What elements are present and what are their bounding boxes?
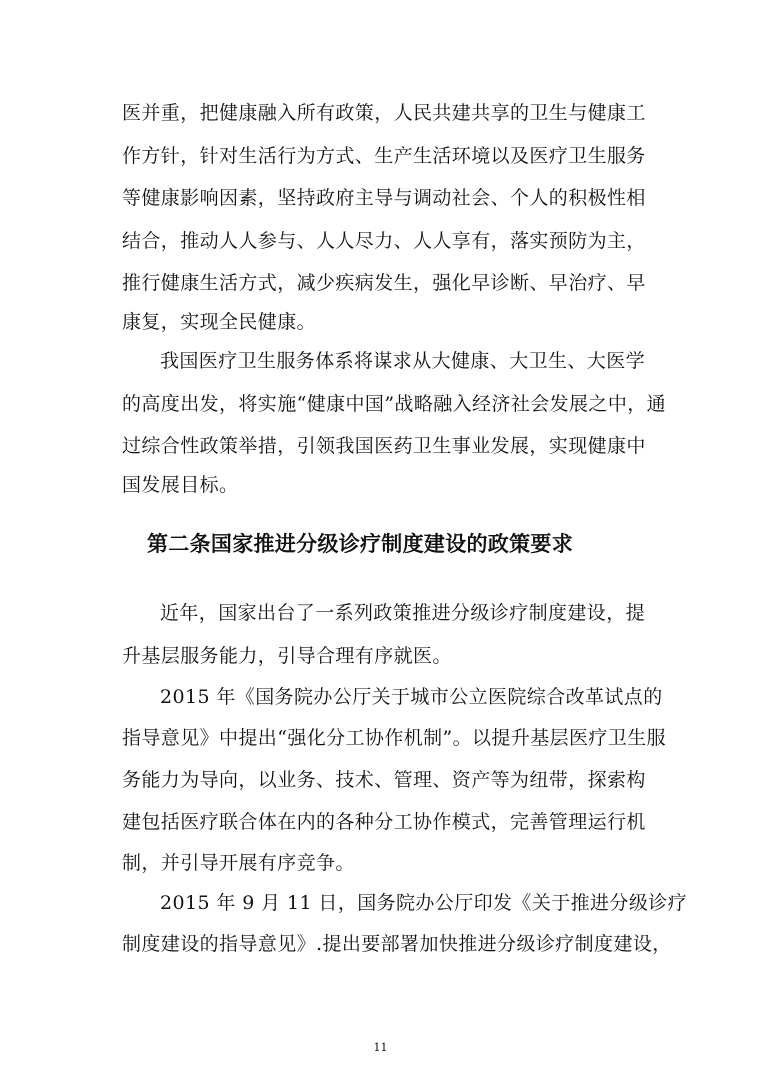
text-line: 务能力为导向，以业务、技术、管理、资产等为纽带，探索构 — [122, 769, 646, 791]
text-line: 升基层服务能力，引导合理有序就医。 — [122, 645, 452, 667]
text-line: 医并重，把健康融入所有政策，人民共建共享的卫生与健康工 — [122, 102, 646, 124]
text-line: 国发展目标。 — [122, 474, 239, 496]
text-line: 制，并引导开展有序竞争。 — [122, 852, 355, 874]
text-line: 结合，推动人人参与、人人尽力、人人享有，落实预防为主， — [122, 230, 646, 252]
text-line: 建包括医疗联合体在内的各种分工协作模式，完善管理运行机 — [122, 811, 646, 833]
text-line: 近年，国家出台了一系列政策推进分级诊疗制度建设，提 — [160, 602, 646, 624]
text-line: 我国医疗卫生服务体系将谋求从大健康、大卫生、大医学 — [160, 350, 646, 372]
text-line: 康复，实现全民健康。 — [122, 311, 317, 333]
text-line: 指导意见》中提出“强化分工协作机制”。以提升基层医疗卫生服 — [122, 727, 667, 749]
text-line: 2015 年 9 月 11 日，国务院办公厅印发《关于推进分级诊疗 — [160, 892, 688, 914]
page-number: 11 — [373, 1041, 388, 1054]
text-line: 制度建设的指导意见》.提出要部署加快推进分级诊疗制度建设， — [122, 933, 672, 955]
text-line: 过综合性政策举措，引领我国医药卫生事业发展，实现健康中 — [122, 435, 646, 457]
text-line: 作方针，针对生活行为方式、生产生活环境以及医疗卫生服务 — [122, 145, 646, 167]
text-line: 2015 年《国务院办公厅关于城市公立医院综合改革试点的 — [160, 686, 663, 708]
text-line: 的高度出发，将实施“健康中国”战略融入经济社会发展之中，通 — [122, 393, 667, 415]
text-line: 等健康影响因素，坚持政府主导与调动社会、个人的积极性相 — [122, 187, 646, 209]
section-heading: 第二条国家推进分级诊疗制度建设的政策要求 — [147, 531, 573, 556]
text-line: 推行健康生活方式，减少疾病发生，强化早诊断、早治疗、早 — [122, 272, 646, 294]
